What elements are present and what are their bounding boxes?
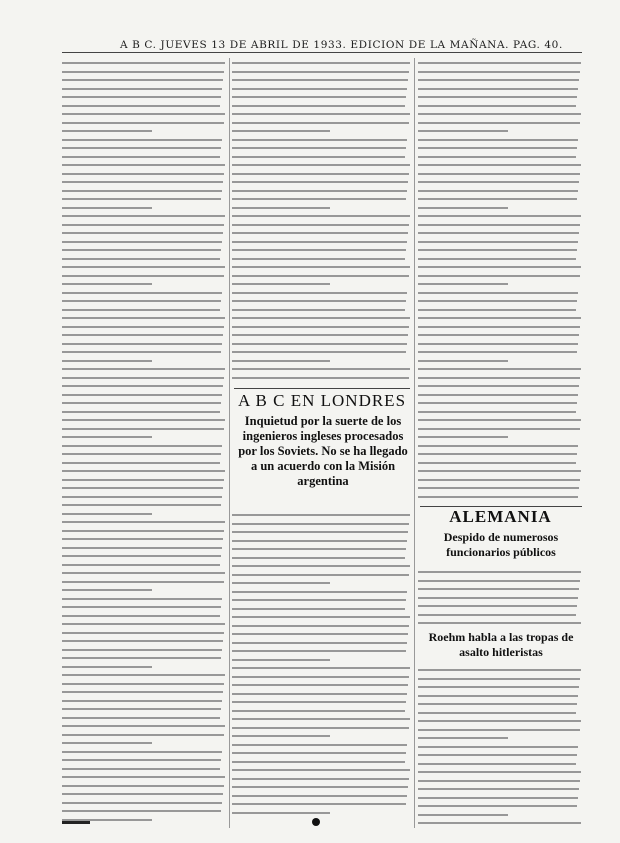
text-line xyxy=(232,659,330,661)
text-line xyxy=(232,130,330,132)
text-line xyxy=(62,513,152,515)
text-line xyxy=(62,113,225,115)
text-line xyxy=(62,88,222,90)
text-line xyxy=(62,564,220,566)
text-line xyxy=(418,737,508,739)
text-line xyxy=(418,292,578,294)
footer-mark-left xyxy=(62,821,90,824)
text-line xyxy=(232,540,407,542)
text-line xyxy=(232,249,406,251)
text-line xyxy=(418,597,578,599)
text-line xyxy=(62,79,223,81)
text-line xyxy=(418,266,581,268)
text-line xyxy=(62,368,225,370)
text-line xyxy=(232,71,409,73)
text-line xyxy=(62,666,152,668)
text-line xyxy=(418,258,576,260)
text-line xyxy=(62,589,152,591)
text-line xyxy=(232,334,408,336)
text-line xyxy=(62,462,220,464)
text-line xyxy=(418,453,577,455)
text-line xyxy=(232,795,407,797)
text-line xyxy=(418,351,577,353)
text-line xyxy=(418,729,580,731)
text-line xyxy=(232,667,410,669)
text-line xyxy=(418,275,580,277)
text-line xyxy=(62,326,224,328)
text-line xyxy=(62,691,223,693)
text-line xyxy=(418,580,580,582)
text-line xyxy=(232,676,409,678)
text-line xyxy=(232,591,407,593)
text-line xyxy=(418,763,576,765)
text-line xyxy=(62,300,221,302)
text-line xyxy=(232,232,408,234)
text-line xyxy=(232,727,409,729)
text-line xyxy=(232,625,409,627)
text-line xyxy=(62,62,225,64)
london-section-title: A B C EN LONDRES xyxy=(237,391,407,410)
text-line xyxy=(62,615,220,617)
text-line xyxy=(62,351,221,353)
text-line xyxy=(232,377,409,379)
text-line xyxy=(62,496,222,498)
text-line xyxy=(62,547,222,549)
text-line xyxy=(232,241,407,243)
text-line xyxy=(418,678,580,680)
text-line xyxy=(232,122,409,124)
text-line xyxy=(62,266,225,268)
text-line xyxy=(62,700,222,702)
text-line xyxy=(62,224,224,226)
text-line xyxy=(232,557,405,559)
footer-mark-center xyxy=(312,818,320,826)
text-line xyxy=(62,292,222,294)
text-line xyxy=(418,343,578,345)
text-line xyxy=(232,96,406,98)
text-line xyxy=(232,62,410,64)
text-line xyxy=(418,695,578,697)
text-line xyxy=(62,742,152,744)
text-line xyxy=(232,633,408,635)
text-line xyxy=(232,752,406,754)
text-line xyxy=(418,173,580,175)
text-line xyxy=(62,725,225,727)
text-line xyxy=(232,769,410,771)
text-line xyxy=(418,334,579,336)
text-line xyxy=(418,190,578,192)
text-line xyxy=(62,241,222,243)
text-line xyxy=(418,317,581,319)
text-line xyxy=(62,810,221,812)
text-line xyxy=(232,523,409,525)
text-line xyxy=(232,514,410,516)
text-line xyxy=(418,797,578,799)
text-line xyxy=(62,776,225,778)
text-line xyxy=(232,147,406,149)
text-line xyxy=(418,703,577,705)
text-line xyxy=(418,614,576,616)
text-line xyxy=(232,650,406,652)
text-line xyxy=(62,436,152,438)
germany-headline: Despido de numerosos funcionarios públicos xyxy=(443,530,559,559)
text-line xyxy=(62,258,220,260)
text-line xyxy=(62,105,220,107)
text-line xyxy=(418,385,579,387)
text-line xyxy=(62,156,220,158)
text-line xyxy=(232,300,406,302)
text-line xyxy=(62,785,224,787)
text-line xyxy=(62,122,224,124)
text-line xyxy=(232,574,409,576)
text-line xyxy=(418,79,579,81)
text-line xyxy=(418,428,580,430)
text-line xyxy=(62,428,224,430)
text-line xyxy=(232,292,407,294)
text-line xyxy=(62,734,224,736)
text-line xyxy=(418,198,577,200)
text-line xyxy=(62,598,222,600)
text-line xyxy=(418,436,508,438)
text-line xyxy=(232,718,410,720)
text-line xyxy=(418,232,579,234)
text-line xyxy=(62,479,224,481)
text-line xyxy=(418,479,580,481)
text-line xyxy=(232,105,405,107)
text-line xyxy=(62,717,220,719)
column-divider-right xyxy=(414,58,415,828)
text-line xyxy=(62,445,222,447)
text-line xyxy=(62,419,225,421)
text-line xyxy=(232,778,409,780)
text-line xyxy=(232,326,409,328)
text-line xyxy=(418,241,578,243)
text-line xyxy=(62,538,223,540)
text-line xyxy=(418,822,581,824)
text-line xyxy=(232,343,407,345)
text-line xyxy=(418,377,580,379)
text-line xyxy=(418,669,581,671)
text-line xyxy=(232,701,406,703)
text-line xyxy=(62,521,225,523)
text-line xyxy=(418,283,508,285)
text-line xyxy=(62,275,224,277)
text-line xyxy=(62,309,220,311)
text-line xyxy=(418,754,577,756)
text-line xyxy=(232,215,410,217)
london-headline: Inquietud por la suerte de los ingenieros ingleses procesados por los Soviets. No se ha llegado a un acuerdo con la Misión argentina xyxy=(238,414,408,488)
text-line xyxy=(418,394,578,396)
text-line xyxy=(62,232,223,234)
text-line xyxy=(232,710,405,712)
text-line xyxy=(62,334,223,336)
text-line xyxy=(418,788,579,790)
text-line xyxy=(62,632,224,634)
text-line xyxy=(232,582,330,584)
text-line xyxy=(232,735,330,737)
text-line xyxy=(418,300,577,302)
text-line xyxy=(418,309,576,311)
text-line xyxy=(62,649,222,651)
text-line xyxy=(418,780,580,782)
text-line xyxy=(418,712,576,714)
text-line xyxy=(62,768,220,770)
text-line xyxy=(418,686,579,688)
text-line xyxy=(418,720,581,722)
text-line xyxy=(232,283,330,285)
text-line xyxy=(62,283,152,285)
text-line xyxy=(62,581,224,583)
text-line xyxy=(232,565,410,567)
text-line xyxy=(62,317,225,319)
text-line xyxy=(418,571,581,573)
text-line xyxy=(418,496,578,498)
text-line xyxy=(232,812,330,814)
text-line xyxy=(418,805,577,807)
germany-section-title: ALEMANIA xyxy=(449,507,552,526)
text-line xyxy=(62,173,224,175)
text-line xyxy=(418,62,581,64)
text-line xyxy=(62,708,221,710)
text-line xyxy=(232,531,408,533)
text-line xyxy=(62,190,222,192)
text-line xyxy=(418,326,580,328)
text-line xyxy=(232,761,405,763)
text-line xyxy=(62,385,223,387)
text-line xyxy=(418,105,576,107)
text-line xyxy=(418,368,581,370)
text-line xyxy=(232,599,406,601)
text-line xyxy=(62,249,221,251)
text-line xyxy=(62,402,221,404)
text-line xyxy=(418,487,579,489)
text-line xyxy=(62,96,221,98)
text-line xyxy=(62,674,225,676)
text-line xyxy=(418,402,577,404)
text-line xyxy=(418,249,577,251)
text-line xyxy=(232,207,330,209)
text-line xyxy=(232,79,408,81)
text-line xyxy=(232,684,408,686)
text-line xyxy=(232,156,405,158)
running-header: A B C. JUEVES 13 DE ABRIL DE 1933. EDICION DE LA MAÑANA. PAG. 40. xyxy=(120,39,563,51)
text-line xyxy=(62,181,223,183)
text-line xyxy=(232,139,407,141)
text-line xyxy=(232,360,330,362)
text-line xyxy=(232,368,410,370)
text-line xyxy=(232,190,407,192)
text-line xyxy=(418,470,581,472)
text-line xyxy=(418,588,579,590)
text-line xyxy=(62,470,225,472)
header-rule xyxy=(62,52,582,53)
text-line xyxy=(418,113,581,115)
text-line xyxy=(418,96,577,98)
text-line xyxy=(62,377,224,379)
text-line xyxy=(418,88,578,90)
text-line xyxy=(62,504,221,506)
text-line xyxy=(418,71,580,73)
text-line xyxy=(232,224,409,226)
text-line xyxy=(232,351,406,353)
text-line xyxy=(418,771,581,773)
text-line xyxy=(418,622,581,624)
text-line xyxy=(62,207,152,209)
text-line xyxy=(418,156,576,158)
text-line xyxy=(232,786,408,788)
text-line xyxy=(232,803,406,805)
text-line xyxy=(418,181,579,183)
text-line xyxy=(418,411,576,413)
text-line xyxy=(418,605,577,607)
text-line xyxy=(232,88,407,90)
text-line xyxy=(62,530,224,532)
text-line xyxy=(418,122,580,124)
text-line xyxy=(232,113,410,115)
text-line xyxy=(62,411,220,413)
text-line xyxy=(62,802,222,804)
text-line xyxy=(62,640,223,642)
text-line xyxy=(62,623,225,625)
text-line xyxy=(232,608,405,610)
text-line xyxy=(232,642,407,644)
text-line xyxy=(62,555,221,557)
text-line xyxy=(62,147,221,149)
text-line xyxy=(62,139,222,141)
text-line xyxy=(232,744,407,746)
text-line xyxy=(232,548,406,550)
text-line xyxy=(62,657,221,659)
text-line xyxy=(418,462,576,464)
london-top-rule xyxy=(234,388,410,389)
text-line xyxy=(418,445,578,447)
text-line xyxy=(62,683,224,685)
germany-subheadline: Roehm habla a las tropas de asalto hitleristas xyxy=(428,630,574,659)
text-line xyxy=(418,164,581,166)
text-line xyxy=(62,215,225,217)
text-line xyxy=(62,360,152,362)
text-line xyxy=(418,224,580,226)
text-line xyxy=(62,572,225,574)
text-line xyxy=(232,616,410,618)
text-line xyxy=(232,266,410,268)
text-line xyxy=(232,693,407,695)
text-line xyxy=(232,317,410,319)
text-line xyxy=(232,164,410,166)
text-line xyxy=(62,164,225,166)
text-line xyxy=(418,147,577,149)
text-line xyxy=(62,606,221,608)
text-line xyxy=(62,487,223,489)
text-line xyxy=(62,130,152,132)
text-line xyxy=(232,198,406,200)
text-line xyxy=(62,759,221,761)
text-line xyxy=(62,793,223,795)
text-line xyxy=(418,419,581,421)
column-divider-left xyxy=(229,58,230,828)
text-line xyxy=(232,258,405,260)
text-line xyxy=(62,453,221,455)
text-line xyxy=(418,814,508,816)
text-line xyxy=(418,139,578,141)
text-line xyxy=(418,746,578,748)
text-line xyxy=(62,198,221,200)
text-line xyxy=(232,181,408,183)
text-line xyxy=(232,309,405,311)
text-line xyxy=(62,71,224,73)
text-line xyxy=(418,130,508,132)
text-line xyxy=(62,343,222,345)
text-line xyxy=(418,215,581,217)
text-line xyxy=(418,207,508,209)
text-line xyxy=(62,751,222,753)
text-line xyxy=(232,275,409,277)
text-line xyxy=(418,360,508,362)
text-line xyxy=(62,394,222,396)
text-line xyxy=(232,173,409,175)
